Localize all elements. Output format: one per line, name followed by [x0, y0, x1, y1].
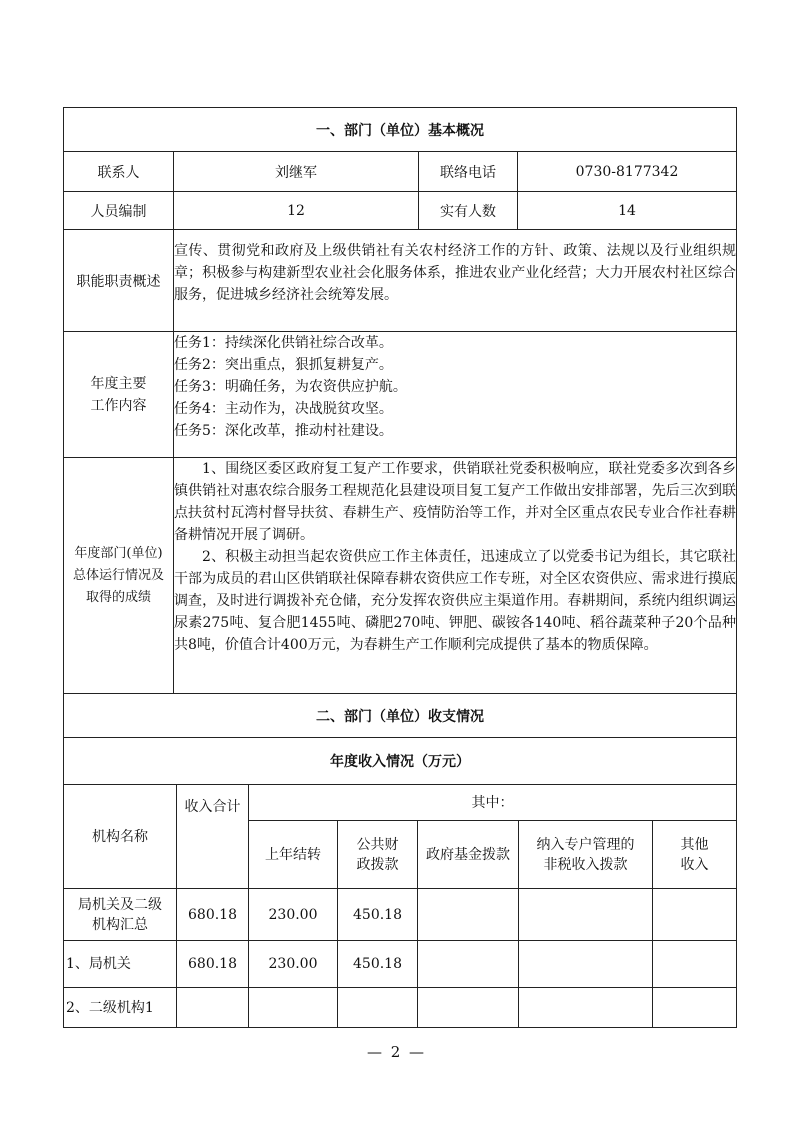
duty-label: 职能职责概述 [64, 230, 174, 332]
tasks-label-line2: 工作内容 [90, 397, 147, 414]
col-other-line1: 其他 [680, 836, 709, 853]
row-org-name: 2、二级机构1 [64, 988, 177, 1028]
row-public: 450.18 [338, 889, 418, 941]
row-nontax [519, 889, 653, 941]
row-nontax [519, 941, 653, 988]
tasks-label [64, 332, 174, 458]
task-item: 任务5：深化改革，推动村社建设。 [174, 423, 393, 439]
page-number: — 2 — [366, 1043, 427, 1061]
col-nontax [519, 821, 653, 889]
col-public-finance [338, 821, 418, 889]
table-row [64, 941, 737, 988]
col-of-which: 其中： [249, 785, 737, 821]
tasks-list [174, 332, 737, 458]
income-subtitle: 年度收入情况（万元） [64, 738, 737, 785]
col-nontax-line1: 纳入专户管理的 [536, 836, 635, 853]
actual-staff-label: 实有人数 [419, 192, 518, 230]
row-fund [418, 988, 519, 1028]
row-total: 680.18 [177, 941, 249, 988]
row-fund [418, 941, 519, 988]
row-name-line2: 机构汇总 [92, 916, 148, 933]
row-prev [249, 988, 338, 1028]
col-public-line1: 公共财 [356, 836, 399, 853]
row-other [653, 889, 737, 941]
section2-title: 二、部门（单位）收支情况 [64, 694, 737, 738]
col-nontax-line2: 非税收入拨款 [543, 856, 628, 873]
table-row [64, 889, 737, 941]
row-nontax [519, 988, 653, 1028]
phone-value: 0730-8177342 [518, 152, 737, 192]
results-text [174, 458, 737, 694]
row-org-name: 1、局机关 [64, 941, 177, 988]
staff-quota-value: 12 [174, 192, 419, 230]
contact-value: 刘继军 [174, 152, 419, 192]
row-other [653, 941, 737, 988]
report-sheet [63, 107, 736, 1028]
col-other-income [653, 821, 737, 889]
result-paragraph: 2、积极主动担当起农资供应工作主体责任，迅速成立了以党委书记为组长，其它联社干部为成员的君山区供销联社保障春耕农资供应工作专班，对全区农资供应、需求进行摸底调查，及时进行调拨补充仓储，充分发挥农资供应主渠道作用。春耕期间，系统内组织调运尿素275吨、复合肥1455吨、磷肥270吨、钾肥、碳铵各140吨、稻谷蔬菜种子20个品种共8吨，价值合计400万元，为春耕生产工作顺利完成提供了基本的物质保障。 [174, 549, 736, 653]
row-total [177, 988, 249, 1028]
col-other-line2: 收入 [680, 856, 709, 873]
row-prev: 230.00 [249, 941, 338, 988]
row-other [653, 988, 737, 1028]
row-total: 680.18 [177, 889, 249, 941]
staff-quota-label: 人员编制 [64, 192, 174, 230]
income-table [63, 693, 737, 1028]
task-item: 任务3：明确任务，为农资供应护航。 [174, 379, 407, 395]
results-label-line3: 取得的成绩 [85, 589, 151, 605]
result-paragraph: 1、围绕区委区政府复工复产工作要求，供销联社党委积极响应，联社党委多次到各乡镇供销社对惠农综合服务工程规范化县建设项目复工复产工作做出安排部署，先后三次到联点扶贫村瓦湾村督导扶贫、春耕生产、疫情防治等工作，并对全区重点农民专业合作社春耕备耕情况开展了调研。 [174, 461, 736, 543]
col-gov-fund: 政府基金拨款 [418, 821, 519, 889]
row-prev: 230.00 [249, 889, 338, 941]
col-public-line2: 政拨款 [356, 856, 399, 873]
row-fund [418, 889, 519, 941]
tasks-label-line1: 年度主要 [90, 375, 147, 392]
basic-info-table [63, 107, 737, 694]
phone-label: 联络电话 [419, 152, 518, 192]
duty-text: 宣传、贯彻党和政府及上级供销社有关农村经济工作的方针、政策、法规以及行业组织规章；积极参与构建新型农业社会化服务体系，推进农业产业化经营；大力开展农村社区综合服务，促进城乡经济社会统筹发展。 [174, 230, 737, 332]
row-public [338, 988, 418, 1028]
col-total: 收入合计 [177, 785, 249, 889]
task-item: 任务4：主动作为，决战脱贫攻坚。 [174, 401, 393, 417]
results-label-line1: 年度部门(单位) [74, 545, 163, 561]
contact-label: 联系人 [64, 152, 174, 192]
row-public: 450.18 [338, 941, 418, 988]
results-label [64, 458, 174, 694]
col-prev-carryover: 上年结转 [249, 821, 338, 889]
task-item: 任务2：突出重点，狠抓复耕复产。 [174, 357, 393, 373]
results-label-line2: 总体运行情况及 [72, 567, 164, 583]
section1-title: 一、部门（单位）基本概况 [64, 108, 737, 152]
col-org-name: 机构名称 [64, 785, 177, 889]
task-item: 任务1：持续深化供销社综合改革。 [174, 335, 393, 351]
row-name-line1: 局机关及二级 [78, 896, 162, 913]
row-org-name [64, 889, 177, 941]
table-row [64, 988, 737, 1028]
actual-staff-value: 14 [518, 192, 737, 230]
